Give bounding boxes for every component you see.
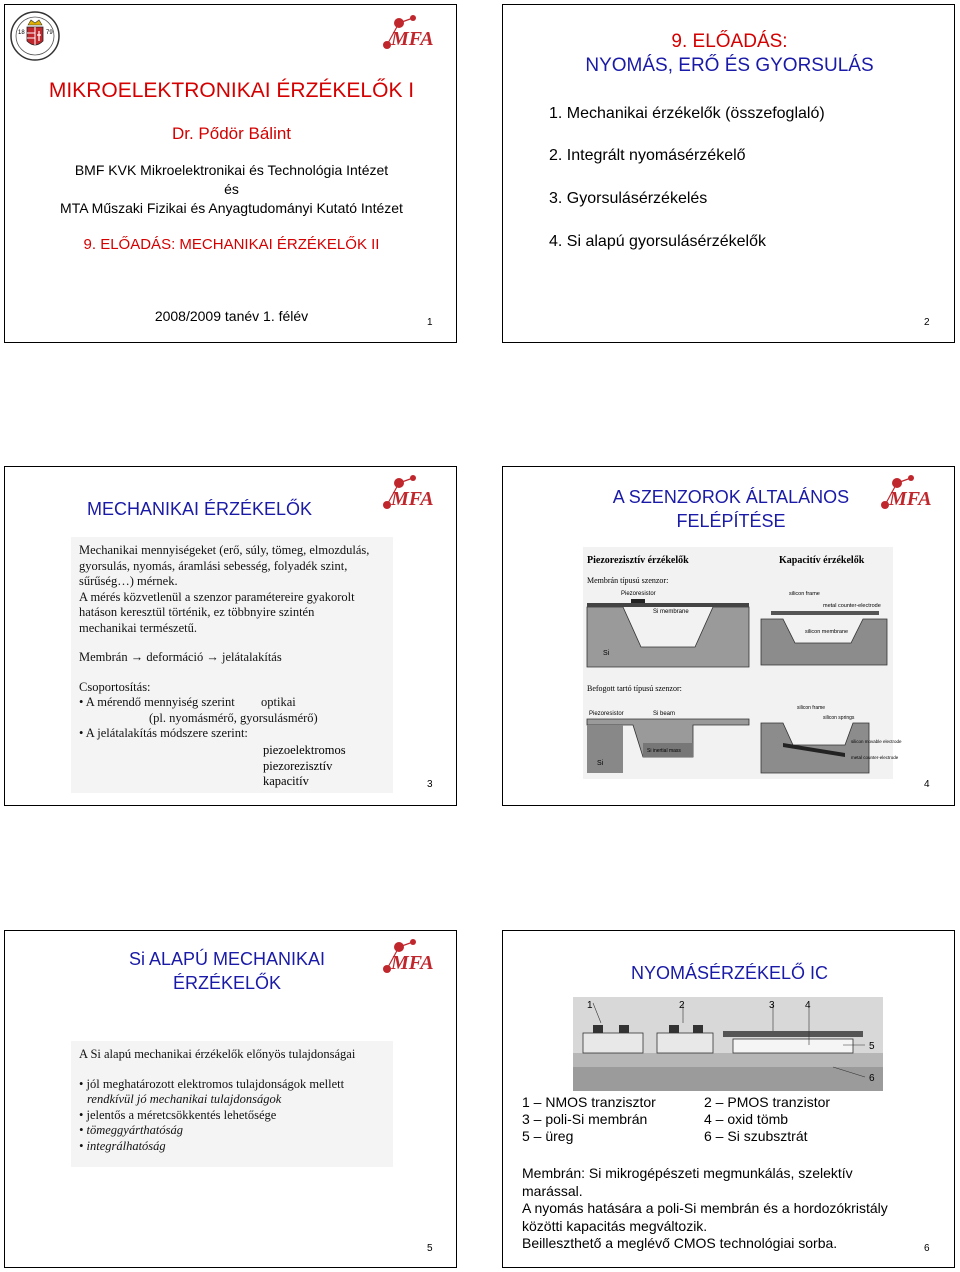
method-item: optikai bbox=[261, 695, 296, 709]
scan-line: Mechanikai mennyiségeket (erő, súly, tömeg, elmozdulás, bbox=[79, 543, 370, 557]
slide5-title-line1: Si ALAPÚ MECHANIKAI bbox=[128, 949, 326, 969]
mfa-logo-text: MFA bbox=[391, 28, 434, 50]
page-number: 4 bbox=[924, 779, 930, 790]
silicon-movable-label: silicon movable electrode bbox=[851, 739, 902, 744]
agenda-item: 1. Mechanikai érzékelők (összefoglaló) bbox=[549, 105, 825, 122]
slide3-title: MECHANIKAI ÉRZÉKELŐK bbox=[87, 499, 313, 519]
slide1-term: 2008/2009 tanév 1. félév bbox=[154, 308, 309, 324]
agenda-item: 4. Si alapú gyorsulásérzékelők bbox=[549, 233, 767, 250]
legend-item: 1 – NMOS tranzisztor bbox=[522, 1094, 656, 1110]
mfa-logo-text: MFA bbox=[391, 488, 434, 510]
description-line: közötti kapacitás megváltozik. bbox=[522, 1217, 708, 1234]
membrane-line: Membrán → deformáció → jelátalakítás bbox=[79, 650, 282, 664]
figure-number: 1 bbox=[587, 1000, 593, 1011]
group-item-sub: (pl. nyomásmérő, gyorsulásmérő) bbox=[149, 710, 318, 725]
slide2-title-line1: 9. ELŐADÁS: bbox=[671, 31, 788, 52]
silicon-frame-label: silicon frame bbox=[789, 591, 820, 597]
metal-counter-label: metal counter-electrode bbox=[823, 603, 881, 609]
description-line: Beilleszthető a meglévő CMOS technológiai sorba. bbox=[522, 1235, 838, 1251]
scan-title: A Si alapú mechanikai érzékelők előnyös tulajdonságai bbox=[79, 1047, 356, 1061]
legend-item: 4 – oxid tömb bbox=[704, 1111, 789, 1127]
piezo-heading: Piezorezisztív érzékelők bbox=[587, 555, 689, 566]
group-title: Csoportosítás: bbox=[79, 679, 151, 694]
description-text bbox=[522, 1165, 888, 1253]
group-item: • A jelátalakítás módszere szerint: bbox=[79, 726, 248, 740]
agenda-item: 2. Integrált nyomásérzékelő bbox=[549, 147, 746, 164]
slide1-institute-2: MTA Műszaki Fizikai és Anyagtudományi Kutató Intézet bbox=[60, 200, 403, 216]
silicon-frame-label: silicon frame bbox=[797, 705, 826, 711]
figure-number: 3 bbox=[769, 1000, 775, 1011]
metal-counter-label: metal counter-electrode bbox=[851, 755, 899, 760]
legend-item: 6 – Si szubsztrát bbox=[704, 1128, 808, 1144]
figure-number: 5 bbox=[869, 1041, 875, 1052]
slide-3 bbox=[4, 466, 457, 806]
page-number: 2 bbox=[924, 317, 930, 328]
si-label: Si bbox=[597, 760, 604, 767]
bullet-item: rendkívül jó mechanikai tulajdonságok bbox=[87, 1092, 282, 1106]
method-item: kapacitív bbox=[263, 774, 309, 788]
description-line: Membrán: Si mikrogépészeti megmunkálás, szelektív bbox=[522, 1165, 853, 1181]
piezoresistor-label: Piezoresistor bbox=[621, 591, 656, 597]
description-line: A nyomás hatására a poli-Si membrán és a hordozókristály bbox=[522, 1200, 888, 1216]
sensor-structure-figure bbox=[583, 547, 902, 779]
legend-item: 3 – poli-Si membrán bbox=[522, 1111, 648, 1127]
scan-line: sűrűség…) mérnek. bbox=[79, 574, 178, 588]
slide1-author: Dr. Pődör Bálint bbox=[171, 124, 292, 143]
silicon-springs-label: silicon springs bbox=[823, 715, 855, 721]
pressure-sensor-ic-figure bbox=[573, 997, 883, 1091]
scan-line: mechanikai természetű. bbox=[79, 620, 197, 635]
slide2-title-line2: NYOMÁS, ERŐ ÉS GYORSULÁS bbox=[585, 55, 874, 76]
slide1-institute-1: BMF KVK Mikroelektronikai és Technológia Intézet bbox=[74, 162, 389, 178]
mfa-logo-icon bbox=[377, 471, 457, 515]
slide1-lecture: 9. ELŐADÁS: MECHANIKAI ÉRZÉKELŐK II bbox=[83, 236, 380, 253]
method-item: piezoelektromos bbox=[263, 743, 346, 757]
si-membrane-label: Si membrane bbox=[653, 609, 689, 615]
bullet-item: • jelentős a méretcsökkentés lehetősége bbox=[79, 1107, 277, 1122]
capacitive-heading: Kapacitív érzékelők bbox=[779, 555, 865, 566]
mfa-logo-icon bbox=[377, 935, 457, 979]
group-item: • A mérendő mennyiség szerint bbox=[79, 695, 235, 709]
slide4-title-line1: A SZENZOROK ÁLTALÁNOS bbox=[612, 487, 850, 507]
si-beam-label: Si beam bbox=[653, 711, 676, 717]
mfa-logo-text: MFA bbox=[391, 952, 434, 974]
figure-number: 4 bbox=[805, 1000, 811, 1011]
slide-4 bbox=[502, 466, 955, 806]
method-item: piezorezisztív bbox=[263, 759, 333, 773]
coat-of-arms-icon bbox=[9, 7, 61, 65]
slide5-title-line2: ÉRZÉKELŐK bbox=[172, 973, 282, 993]
beam-type-label: Befogott tartó típusú szenzor: bbox=[587, 684, 682, 693]
piezoresistor-label: Piezoresistor bbox=[589, 711, 624, 717]
page-number: 1 bbox=[427, 317, 433, 328]
figure-number: 2 bbox=[679, 1000, 685, 1011]
figure-number: 6 bbox=[869, 1073, 875, 1084]
slide-6 bbox=[502, 930, 955, 1268]
scan-line: A mérés közvetlenül a szenzor paramétereire gyakorolt bbox=[79, 589, 355, 604]
slide-2 bbox=[502, 4, 955, 343]
agenda-item: 3. Gyorsulásérzékelés bbox=[549, 190, 708, 207]
page-number: 3 bbox=[427, 779, 433, 790]
legend-item: 2 – PMOS tranzistor bbox=[704, 1094, 831, 1110]
page-number: 6 bbox=[924, 1243, 930, 1254]
scan-line: hatáson keresztül történik, ez többnyire szintén bbox=[79, 605, 315, 619]
description-line: marással. bbox=[522, 1182, 583, 1199]
slide-1 bbox=[4, 4, 457, 343]
slide4-title-line2: FELÉPÍTÉSE bbox=[676, 511, 786, 531]
page-number: 5 bbox=[427, 1243, 433, 1254]
mfa-logo-icon bbox=[875, 471, 955, 515]
legend-item: 5 – üreg bbox=[522, 1128, 574, 1144]
figure-legend bbox=[522, 1094, 864, 1144]
slide1-title: MIKROELEKTRONIKAI ÉRZÉKELŐK I bbox=[48, 79, 415, 102]
crest-year-right: 79 bbox=[46, 30, 53, 36]
slide1-and: és bbox=[224, 181, 239, 197]
mfa-logo-text: MFA bbox=[889, 488, 932, 510]
si-label: Si bbox=[603, 650, 610, 657]
bullet-item: • tömeggyárthatóság bbox=[79, 1123, 184, 1137]
slide-5 bbox=[4, 930, 457, 1268]
silicon-membrane-label: silicon membrane bbox=[805, 629, 849, 635]
bullet-item: • integrálhatóság bbox=[79, 1138, 166, 1153]
mfa-logo-icon bbox=[377, 11, 457, 55]
si-inertial-label: Si inertial mass bbox=[647, 748, 681, 754]
membrane-type-label: Membrán típusú szenzor: bbox=[587, 576, 669, 585]
bullet-item: • jól meghatározott elektromos tulajdonságok mellett bbox=[79, 1076, 345, 1091]
scanned-text-block bbox=[71, 1041, 393, 1167]
scan-line: gyorsulás, nyomás, áramlási sebesség, folyadék szint, bbox=[79, 558, 348, 573]
crest-year-left: 18 bbox=[18, 30, 25, 36]
slide6-title: NYOMÁSÉRZÉKELŐ IC bbox=[630, 963, 829, 983]
